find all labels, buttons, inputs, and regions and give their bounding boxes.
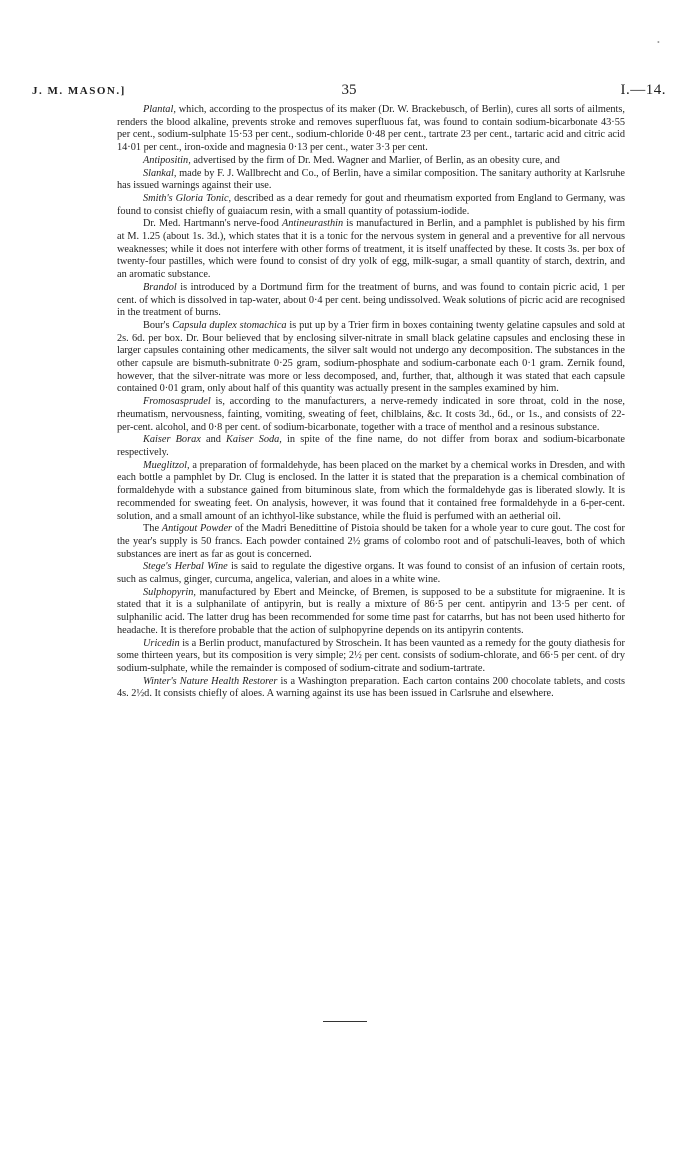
product-name: Plantal, [143, 104, 176, 115]
paragraph-text: made by F. J. Wallbrecht and Co., of Berlin, have a similar composition. The sanitary authority at Karlsruhe has issued warnings against their use. [117, 167, 625, 192]
product-name: Antipositin, [143, 154, 191, 166]
product-name: Antineurasthin [281, 218, 344, 230]
paragraph-text: is said to regulate the digestive organs. It was found to consist of an infusion of certain roots, such as calmus, ginger, curcuma, angelica, valerian, and aloes in a white wine. [117, 561, 625, 586]
product-name: Stege's Herbal Wine [143, 561, 228, 573]
paragraph-mueglitzol [117, 460, 625, 524]
paragraph-antineurasthin [117, 218, 625, 282]
paragraph-text: is introduced by a Dortmund firm for the treatment of burns, and was found to contain picric acid, 1 per cent. of which is dissolved in tap-water, about 0·4 per cent. being undissolved. Weak solutions of picric acid are recognised in the treatment of burns. [117, 281, 625, 319]
paragraph-brandol [117, 282, 625, 320]
product-name: Sulphopyrin, [143, 586, 196, 598]
product-name: Uricedin [143, 637, 180, 649]
paragraph-text: a preparation of formaldehyde, has been placed on the market by a chemical works in Dresden, and with each bottle a pamphlet by Dr. Clug is enclosed. In the latter it is stated that the preparation is a chemical combination of formaldehyde with a substance gained from bituminous slate, from which the formaldehyde gas is liberated slowly. It is recommended for sweating feet. On analysis, however, it was found that it contained free formaldehyde in a 6-per-cent. solution, and a small amount of an ichthyol-like substance, while the fluid is perfumed with an aetherial oil. [117, 459, 625, 522]
paragraph-connector: and [200, 434, 227, 446]
paragraph-kaiser-borax [117, 434, 625, 459]
paragraph-lead: Bour's [143, 319, 173, 331]
product-name-second: Kaiser Soda, [226, 434, 282, 446]
paragraph-text: is, according to the manufacturers, a nerve-remedy indicated in sore throat, cold in the nose, rheumatism, nervousness, fainting, vomiting, sweating of feet, chilblains, &c. It costs 3d., 6d., or 1s., and consists of 22-per-cent. alcohol, and 0·8 per cent. of sodium-bicarbonate, together with a trace of menthol and a resinous substance. [117, 396, 625, 433]
paragraph-lead: Dr. Med. Hartmann's nerve-food [143, 218, 282, 230]
product-name: Winter's Nature Health Restorer [143, 675, 278, 687]
paragraph-text: of the Madri Benedittine of Pistoia should be taken for a whole year to cure gout. The cost for the year's supply is 50 francs. Each powder contained 2½ grams of colombo root and of patschuli-leaves, both of which substances are inert as far as gout is concerned. [117, 523, 625, 560]
paragraph-plantal [117, 104, 625, 155]
paragraph-antigout [117, 523, 625, 561]
corner-mark: • [657, 38, 660, 47]
section-number: I.—14. [620, 82, 666, 98]
paragraph-text: advertised by the firm of Dr. Med. Wagner and Marlier, of Berlin, as an obesity cure, and [190, 154, 560, 166]
paragraph-slankal [117, 168, 625, 193]
product-name: Slankal, [143, 167, 177, 179]
product-name: Fromosasprudel [143, 396, 211, 408]
paragraph-lead: The [143, 523, 162, 535]
paragraph-text: which, according to the prospectus of its maker (Dr. W. Brackebusch, of Berlin), cures all sorts of ailments, renders the blood alkaline, prevents stroke and removes superfluous fat, was found to contain sodium-bicarbonate 43·55 per cent., sodium-sulphate 15·53 per cent., sodium-chloride 0·48 per cent., tartrate 23 per cent., tartaric acid and citric acid 14·01 per cent., iron-oxide and magnesia 0·13 per cent., water 3·3 per cent. [117, 104, 625, 154]
product-name: Mueglitzol, [143, 459, 190, 471]
paragraph-sulphopyrin [117, 587, 625, 638]
product-name: Capsula duplex stomachica [172, 319, 287, 331]
product-name: Brandol [143, 281, 177, 293]
paragraph-uricedin [117, 638, 625, 676]
paragraph-text: manufactured by Ebert and Meincke, of Bremen, is supposed to be a substitute for migraenine. It is stated that it is a sulphanilate of antipyrin, but is really a mixture of 86·5 per cent. antipyrin and 13·5 per cent. of sulphanilic acid. The latter drug has been recommended for some time past for catarrhs, but has not been used hitherto for headache. It is therefore probable that the action of sulphopyrine depends on its antipyrin contents. [117, 586, 625, 636]
section-end-rule [323, 1021, 367, 1022]
paragraph-text: described as a dear remedy for gout and rheumatism exported from England to Germany, was found to consist chiefly of guaiacum resin, with a small quantity of potassium-iodide. [117, 192, 625, 217]
paragraph-capsula [117, 320, 625, 396]
paragraph-health-restorer [117, 676, 625, 701]
paragraph-text: is manufactured in Berlin, and a pamphlet is published by his firm at M. 1.25 (about 1s. 3d.), which states that it is a tonic for the nervous system in general and a preventive for all nervous weaknesses; while it does not interfere with other forms of treatment, it is itself unaffected by these. It costs 3s. per box of twenty-four pastilles, which were found to consist of dry yolk of egg, milk-sugar, a small quantity of starch, dextrin, and an aromatic substance. [117, 218, 625, 281]
product-name: Smith's Gloria Tonic, [143, 192, 232, 204]
paragraph-gloria-tonic [117, 193, 625, 218]
running-head-author: J. M. MASON.] [32, 85, 126, 97]
paragraph-antipositin [117, 155, 625, 168]
product-name: Kaiser Borax [143, 434, 201, 446]
page-number: 35 [341, 82, 357, 98]
paragraph-text: is a Berlin product, manufactured by Stroschein. It has been vaunted as a remedy for the gouty diathesis for some thirteen years, but its composition is very simple; 2½ per cent. consists of sodium-chlorate, and 66·5 per cent. of dry sodium-sulphate, while the remainder is composed of sodium-citrate and sodium-tartrate. [117, 637, 625, 674]
page-header [32, 82, 666, 100]
paragraph-text: in spite of the fine name, do not differ from borax and sodium-bicarbonate respectively. [117, 434, 625, 458]
paragraph-text: is a Washington preparation. Each carton contains 200 chocolate tablets, and costs 4s. 2½d. It consists chiefly of aloes. A warning against its use has been issued in Carlsruhe and elsewhere. [117, 675, 626, 700]
product-name: Antigout Powder [161, 523, 233, 535]
body-text [117, 104, 625, 701]
paragraph-fromosasprudel [117, 396, 625, 434]
paragraph-text: is put up by a Trier firm in boxes containing twenty gelatine capsules and sold at 2s. 6d. per box. Dr. Bour believed that by enclosing silver-nitrate in small black gelatine capsules and enclosing these in larger capsules containing other medicaments, the silver salt would not undergo any decomposition. The substances in the other capsule are bismuth-subnitrate 0·25 gram, sodium-phosphate and sodium-carbonate each 0·1 gram. Zernik found, however, that the silver-nitrate was more or less decomposed, and, further, that, although it was stated that each capsule contained 0·01 gram, only about half of this quantity was actually present in the samples examined by him. [117, 319, 626, 395]
paragraph-herbal-wine [117, 561, 625, 586]
